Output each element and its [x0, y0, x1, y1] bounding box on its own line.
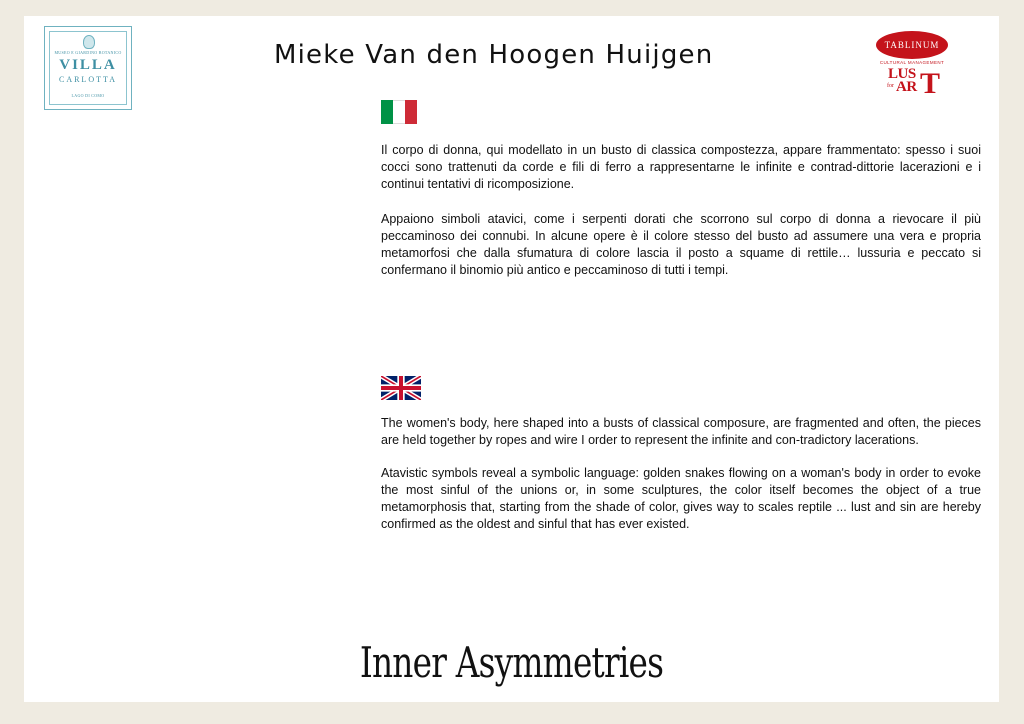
- english-paragraph-2: [381, 465, 981, 533]
- flag-stripe-green: [381, 100, 393, 124]
- lust-logo-part-1: LUS: [888, 66, 916, 82]
- villa-logo-small-line: MUSEO E GIARDINO BOTANICO: [54, 50, 122, 55]
- page-sheet: [24, 16, 999, 702]
- english-paragraph-2-text: Atavistic symbols reveal a symbolic language: golden snakes flowing on a woman's body in order to evoke the most sinful of the unions or, in some sculptures, the color itself becomes the object of a true metamorphosis that, starting from the shade of color, gives way to scales reptile ... lust and sin are hereby confirmed as the oldest and sinful that has ever existed.: [381, 466, 981, 531]
- italian-paragraph-2: [381, 211, 981, 279]
- tablinum-logo-name: TABLINUM: [884, 40, 940, 50]
- lust-logo-part-3: AR: [896, 79, 917, 95]
- villa-logo-name: VILLA: [59, 57, 117, 73]
- english-paragraph-1: [381, 415, 981, 449]
- villa-logo-place: LAGO DI COMO: [71, 93, 105, 98]
- uk-flag-icon: [381, 376, 421, 400]
- flag-stripe-red: [405, 100, 417, 124]
- villa-logo-subname: CARLOTTA: [58, 75, 118, 84]
- italy-flag-icon: [381, 100, 417, 124]
- italian-paragraph-1: [381, 142, 981, 193]
- italian-paragraph-2-text: Appaiono simboli atavici, come i serpenti dorati che scorrono sul corpo di donna a rievocare il più peccaminoso dei connubi. In alcune opere è il colore stesso del busto ad assumere una vera e propria metamorfosi che dalla sfumatura di colore lascia il posto a squame di rettile… lussuria e peccato si confermano il binomio più antico e peccaminoso di tutti i tempi.: [381, 212, 981, 277]
- italian-paragraph-1-text: Il corpo di donna, qui modellato in un busto di classica compostezza, appare frammentato: spesso i suoi cocci sono trattenuti da corde e fili di ferro a rappresentarne le infinite e contrad-dittorie lacerazioni e i continui tentativi di ricomposizione.: [381, 143, 981, 191]
- english-paragraph-1-text: The women's body, here shaped into a busts of classical composure, are fragmented and often, the pieces are held together by ropes and wire I order to represent the infinite and con-tradictory lacerations.: [381, 416, 981, 447]
- villa-carlotta-logo: [44, 26, 132, 110]
- lust-logo-part-2: for: [887, 83, 894, 89]
- tablinum-logo: [876, 31, 948, 59]
- artist-name-title: Mieke Van den Hoogen Huijgen: [274, 40, 714, 70]
- tablinum-logo-subtitle: CULTURAL MANAGEMENT: [879, 60, 945, 65]
- flag-stripe-white: [393, 100, 405, 124]
- exhibition-title: Inner Asymmetries: [359, 638, 664, 687]
- lust-logo-part-4: T: [920, 67, 941, 100]
- villa-crest-icon: [83, 35, 95, 49]
- lust-for-art-logo: [886, 66, 946, 98]
